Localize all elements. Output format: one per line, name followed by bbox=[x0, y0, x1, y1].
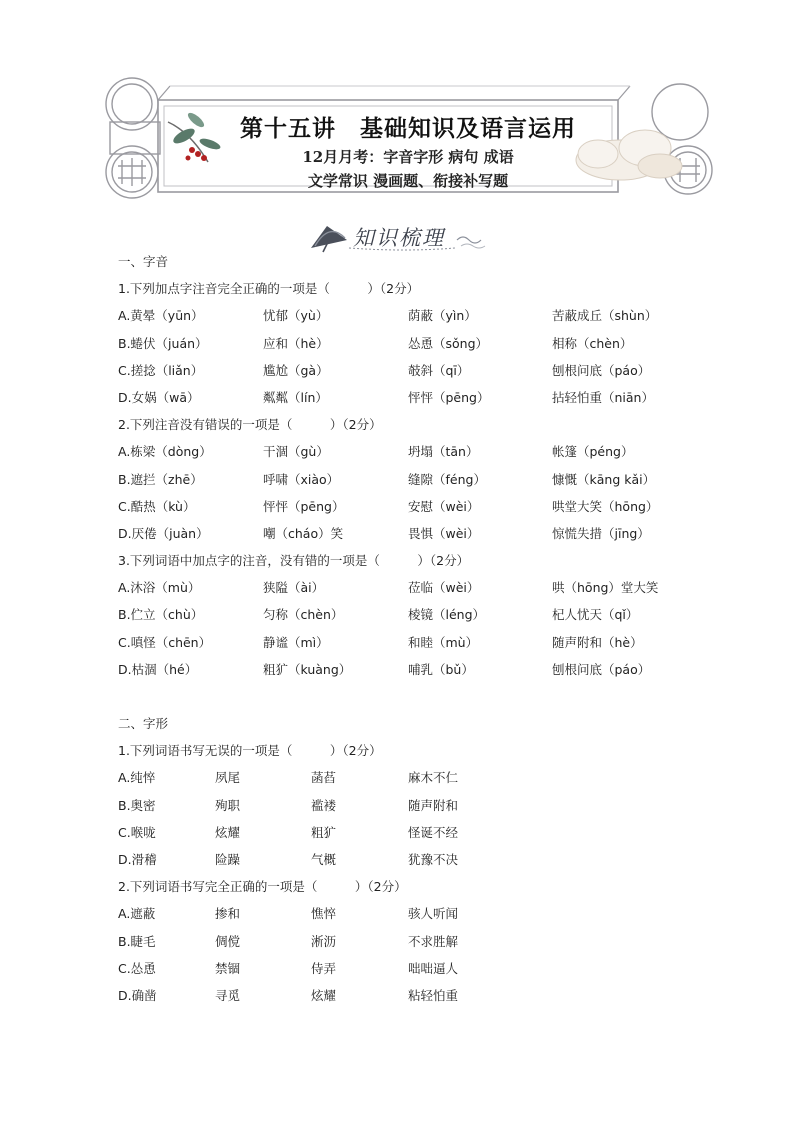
option-cell: 气概 bbox=[311, 851, 337, 867]
option-cell: 怦怦（pēng） bbox=[263, 498, 345, 514]
option-cell: 尴尬（gà） bbox=[263, 362, 329, 378]
option-cell: 怂恿（sǒng） bbox=[408, 335, 489, 351]
page-subtitle: 12月月考：字音字形 病句 成语 bbox=[302, 148, 514, 166]
option-cell: C.酷热（kù） bbox=[118, 498, 196, 514]
option-cell: 和睦（mù） bbox=[408, 634, 479, 650]
page-title: 第十五讲 基础知识及语言运用 bbox=[240, 115, 576, 142]
option-cell: 殉职 bbox=[215, 797, 241, 813]
option-cell: 粗犷 bbox=[311, 824, 337, 840]
document-body bbox=[118, 248, 758, 1009]
option-cell: 惊慌失措（jīng） bbox=[552, 525, 650, 541]
option-cell: D.女娲（wā） bbox=[118, 389, 200, 405]
option-cell: B.睫毛 bbox=[118, 933, 156, 949]
section-spacer bbox=[118, 683, 758, 710]
option-row bbox=[118, 764, 758, 791]
option-cell: 犹豫不决 bbox=[408, 851, 459, 867]
option-cell: 禁锢 bbox=[215, 960, 241, 976]
option-row bbox=[118, 438, 758, 465]
option-cell: A.沐浴（mù） bbox=[118, 580, 201, 596]
option-cell: 掺和 bbox=[215, 906, 241, 922]
question-stem: 2.下列词语书写完全正确的一项是（ ）（2分） bbox=[118, 879, 407, 895]
option-cell: 险躁 bbox=[215, 851, 241, 867]
section-heading: 一、字音 bbox=[118, 254, 169, 269]
option-cell: 刨根问底（páo） bbox=[552, 362, 651, 378]
option-cell: A.纯悴 bbox=[118, 770, 156, 786]
option-cell: B.蜷伏（juán） bbox=[118, 335, 208, 351]
option-row bbox=[118, 357, 758, 384]
option-row bbox=[118, 656, 758, 683]
section-heading: 二、字形 bbox=[118, 716, 169, 731]
option-cell: 随声附和 bbox=[408, 797, 459, 813]
option-row bbox=[118, 792, 758, 819]
option-cell: 帐篷（péng） bbox=[552, 444, 634, 460]
option-cell: 不求胜解 bbox=[408, 933, 459, 949]
option-row bbox=[118, 900, 758, 927]
option-row bbox=[118, 601, 758, 628]
option-row bbox=[118, 493, 758, 520]
question-stem: 3.下列词语中加点字的注音，没有错的一项是（ ）（2分） bbox=[118, 553, 470, 569]
option-cell: 憔悴 bbox=[311, 906, 337, 922]
option-cell: 炫耀 bbox=[215, 824, 241, 840]
option-cell: 莅临（wèi） bbox=[408, 580, 480, 596]
option-cell: C.搓捻（liǎn） bbox=[118, 362, 204, 378]
option-row bbox=[118, 330, 758, 357]
option-row bbox=[118, 520, 758, 547]
option-cell: 菡萏 bbox=[311, 770, 337, 786]
option-cell: 攲斜（qī） bbox=[408, 362, 470, 378]
option-cell: 慷慨（kāng kǎi） bbox=[552, 471, 656, 487]
option-row bbox=[118, 574, 758, 601]
option-cell: 咄咄逼人 bbox=[408, 960, 459, 976]
option-cell: 干涸（gù） bbox=[263, 444, 329, 460]
question-stem: 2.下列注音没有错误的一项是（ ）（2分） bbox=[118, 417, 382, 433]
option-cell: 刨根问底（páo） bbox=[552, 661, 651, 677]
option-row bbox=[118, 384, 758, 411]
option-cell: D.厌倦（juàn） bbox=[118, 525, 209, 541]
option-cell: 应和（hè） bbox=[263, 335, 329, 351]
option-cell: A.栋梁（dòng） bbox=[118, 444, 212, 460]
option-cell: 坍塌（tān） bbox=[408, 444, 479, 460]
option-cell: 侍弄 bbox=[311, 960, 337, 976]
option-cell: 怪诞不经 bbox=[408, 824, 459, 840]
option-cell: 呼啸（xiào） bbox=[263, 471, 340, 487]
option-row bbox=[118, 302, 758, 329]
option-cell: 狭隘（ài） bbox=[263, 580, 325, 596]
option-cell: B.奥密 bbox=[118, 797, 156, 813]
option-cell: 褴褛 bbox=[311, 797, 337, 813]
header-decoration bbox=[100, 62, 720, 212]
option-cell: 夙尾 bbox=[215, 770, 241, 786]
option-row bbox=[118, 982, 758, 1009]
option-cell: A.遮蔽 bbox=[118, 906, 156, 922]
question-stem: 1.下列加点字注音完全正确的一项是（ ）（2分） bbox=[118, 281, 420, 297]
option-row bbox=[118, 629, 758, 656]
option-cell: 匀称（chèn） bbox=[263, 607, 344, 623]
option-cell: D.确凿 bbox=[118, 987, 157, 1003]
option-cell: 嘲（cháo）笑 bbox=[263, 525, 344, 541]
option-cell: 缝隙（féng） bbox=[408, 471, 486, 487]
lattice-window-icon bbox=[106, 78, 160, 198]
option-cell: 棱镜（léng） bbox=[408, 607, 486, 623]
option-cell: 麻木不仁 bbox=[408, 770, 459, 786]
option-cell: 哺乳（bǔ） bbox=[408, 661, 474, 677]
option-cell: B.伫立（chù） bbox=[118, 607, 204, 623]
option-cell: 苦蔽成丘（shùn） bbox=[552, 308, 658, 324]
option-cell: 安慰（wèi） bbox=[408, 498, 480, 514]
option-row bbox=[118, 928, 758, 955]
question-stem: 1.下列词语书写无误的一项是（ ）（2分） bbox=[118, 743, 382, 759]
option-cell: 随声附和（hè） bbox=[552, 634, 643, 650]
option-cell: D.滑稽 bbox=[118, 851, 157, 867]
option-cell: 相称（chèn） bbox=[552, 335, 633, 351]
option-cell: 寻觅 bbox=[215, 987, 241, 1003]
option-cell: B.遮拦（zhē） bbox=[118, 471, 203, 487]
option-cell: 静谧（mì） bbox=[263, 634, 329, 650]
option-cell: 骇人听闻 bbox=[408, 906, 459, 922]
option-row bbox=[118, 466, 758, 493]
option-cell: 粼粼（lín） bbox=[263, 389, 328, 405]
plant-branch-icon bbox=[168, 111, 222, 162]
option-row bbox=[118, 846, 758, 873]
option-cell: D.枯涸（hé） bbox=[118, 661, 198, 677]
option-cell: 哄堂大笑（hōng） bbox=[552, 498, 659, 514]
option-cell: 荫蔽（yìn） bbox=[408, 308, 477, 324]
option-cell: 哄（hōng）堂大笑 bbox=[552, 580, 659, 596]
option-cell: C.嗔怪（chēn） bbox=[118, 634, 212, 650]
cloud-icon bbox=[576, 130, 682, 180]
option-cell: C.怂恿 bbox=[118, 960, 156, 976]
option-cell: C.喉咙 bbox=[118, 824, 156, 840]
option-row bbox=[118, 955, 758, 982]
option-cell: 粘轻怕重 bbox=[408, 987, 459, 1003]
option-cell: 忧郁（yù） bbox=[263, 308, 329, 324]
option-cell: 炫耀 bbox=[311, 987, 337, 1003]
banner-title: 知识梳理 bbox=[353, 226, 445, 250]
page-subtitle-2: 文学常识 漫画题、衔接补写题 bbox=[307, 172, 509, 190]
option-cell: 杞人忧天（qǐ） bbox=[552, 607, 639, 623]
option-cell: 怦怦（pēng） bbox=[408, 389, 490, 405]
option-cell: 拈轻怕重（niān） bbox=[552, 389, 654, 405]
option-cell: 畏惧（wèi） bbox=[408, 525, 480, 541]
option-row bbox=[118, 819, 758, 846]
option-cell: 淅沥 bbox=[311, 933, 337, 949]
option-cell: 粗犷（kuàng） bbox=[263, 661, 352, 677]
option-cell: 倜傥 bbox=[215, 933, 241, 949]
option-cell: A.黄晕（yūn） bbox=[118, 308, 204, 324]
